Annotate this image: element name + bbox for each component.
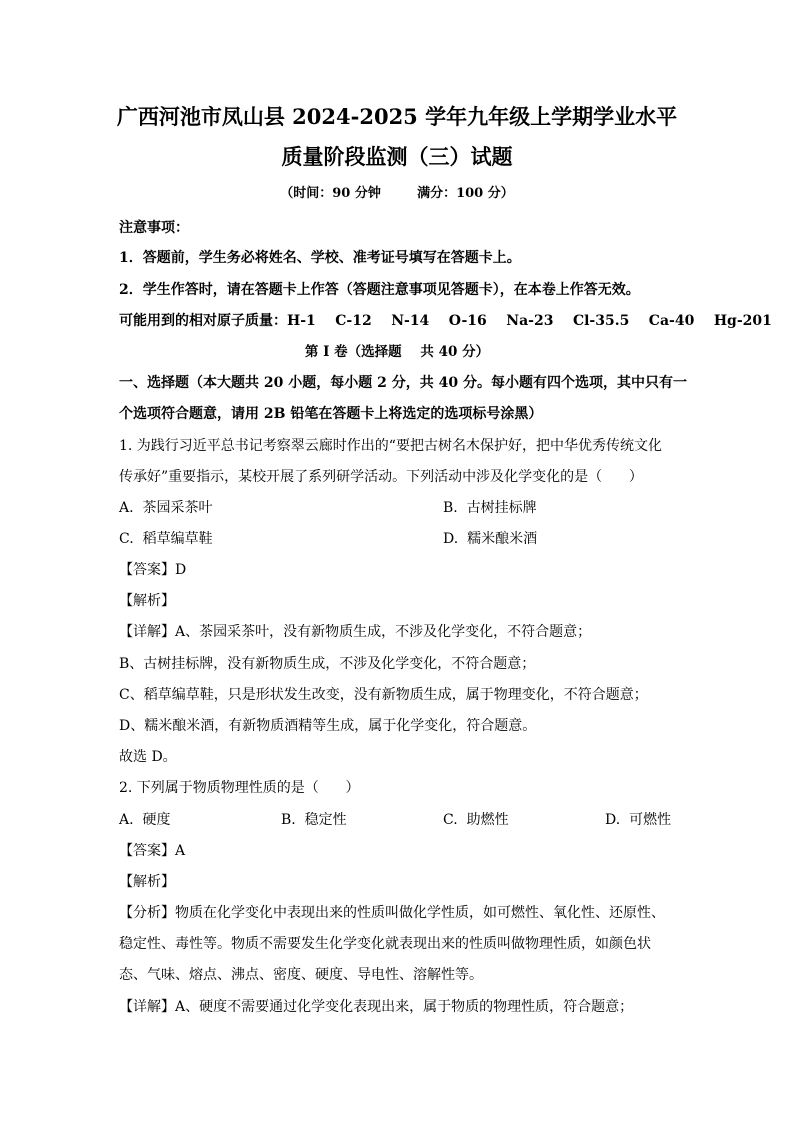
notes-item-1: 1．答题前，学生务必将姓名、学校、准考证号填写在答题卡上。 [119, 250, 521, 266]
q2-fenxi-line2: 稳定性、毒性等。物质不需要发生化学变化就表现出来的性质叫做物理性质，如颜色状 [119, 936, 651, 952]
q1-analysis-label: 【解析】 [119, 593, 175, 609]
q1-option-d: D. 糯米酿米酒 [443, 531, 538, 547]
q2-option-b: B. 稳定性 [281, 812, 347, 828]
q2-answer: 【答案】A [119, 843, 186, 859]
section-instruction-line2: 个选项符合题意，请用 2B 铅笔在答题卡上将选定的选项标号涂黑） [119, 406, 543, 422]
q1-option-a: A. 茶园采茶叶 [119, 500, 213, 516]
q1-detail-line1: 【详解】A、茶园采茶叶，没有新物质生成，不涉及化学变化，不符合题意； [119, 624, 592, 640]
q1-stem-line2: 传承好”重要指示，某校开展了系列研学活动。下列活动中涉及化学变化的是（ ） [119, 469, 643, 485]
notes-heading: 注意事项： [119, 220, 189, 236]
document-title-line1: 广西河池市凤山县 2024-2025 学年九年级上学期学业水平 [116, 104, 678, 129]
q2-fenxi-line1: 【分析】物质在化学变化中表现出来的性质叫做化学性质，如可燃性、氧化性、还原性、 [119, 905, 665, 921]
q1-detail-line4: D、糯米酿米酒，有新物质酒精等生成，属于化学变化，符合题意。 [119, 718, 537, 734]
q2-detail-line1: 【详解】A、硬度不需要通过化学变化表现出来，属于物质的物理性质，符合题意； [119, 999, 634, 1015]
q1-option-c: C. 稻草编草鞋 [119, 531, 213, 547]
section-title: 第 I 卷（选择题 共 40 分） [304, 344, 490, 360]
q2-option-d: D. 可燃性 [605, 812, 672, 828]
q2-stem: 2. 下列属于物质物理性质的是（ ） [119, 780, 360, 796]
section-instruction-line1: 一、选择题（本大题共 20 小题，每小题 2 分，共 40 分。每小题有四个选项，其中只有一 [119, 375, 687, 391]
q1-answer: 【答案】D [119, 562, 187, 578]
q1-stem-line1: 1. 为践行习近平总书记考察翠云廊时作出的“要把古树名木保护好，把中华优秀传统文化 [119, 438, 662, 454]
q1-detail-line2: B、古树挂标牌，没有新物质生成，不涉及化学变化，不符合题意； [119, 656, 536, 672]
q2-option-c: C. 助燃性 [443, 812, 509, 828]
q1-detail-line3: C、稻草编草鞋，只是形状发生改变，没有新物质生成，属于物理变化，不符合题意； [119, 687, 648, 703]
exam-time-score: （时间：90 分钟 满分：100 分） [280, 186, 514, 201]
q2-analysis-label: 【解析】 [119, 874, 175, 890]
q1-option-b: B. 古树挂标牌 [443, 500, 537, 516]
document-title-line2: 质量阶段监测（三）试题 [281, 144, 513, 169]
q1-conclusion: 故选 D。 [119, 749, 177, 765]
q2-fenxi-line3: 态、气味、熔点、沸点、密度、硬度、导电性、溶解性等。 [119, 967, 483, 983]
notes-item-2: 2．学生作答时，请在答题卡上作答（答题注意事项见答题卡），在本卷上作答无效。 [119, 282, 640, 298]
q2-option-a: A. 硬度 [119, 812, 171, 828]
atomic-masses: 可能用到的相对原子质量：H-1 C-12 N-14 O-16 Na-23 Cl-35.5 Ca-40 Hg-201 [119, 313, 772, 329]
